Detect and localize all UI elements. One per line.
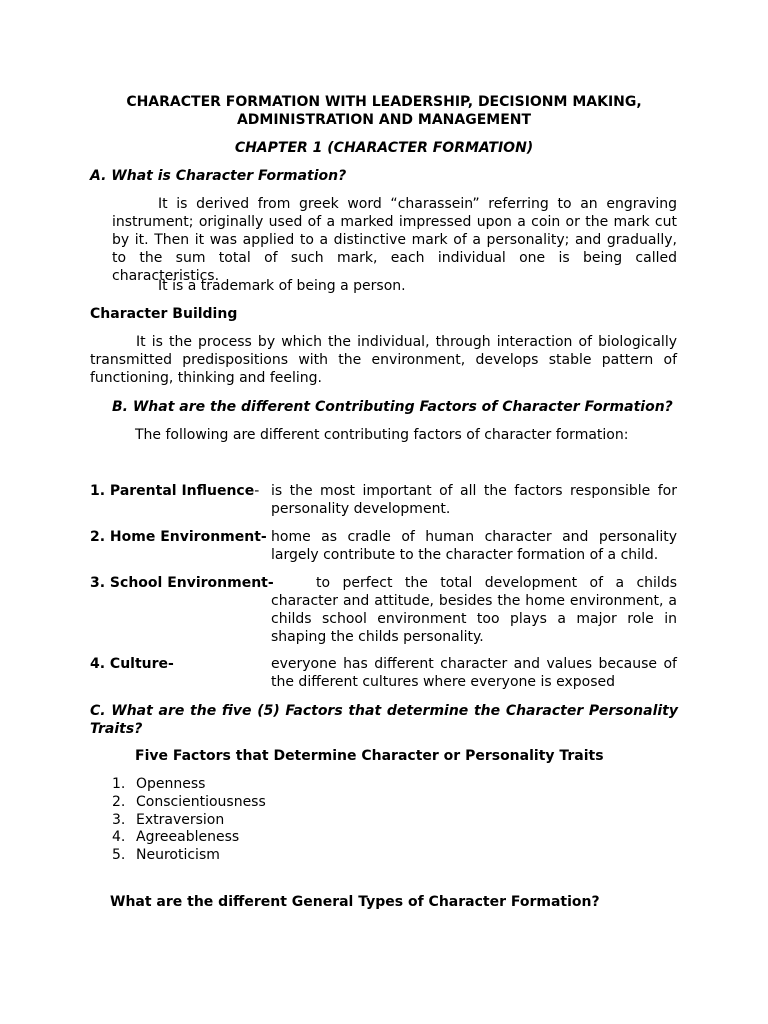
personality-traits-list [112, 775, 266, 864]
list-item [112, 793, 266, 811]
factor-4-label: 4. Culture- [90, 656, 174, 672]
section-c-subheading: Five Factors that Determine Character or Personality Traits [135, 748, 604, 764]
section-a-paragraph-2: It is a trademark of being a person. [158, 278, 406, 294]
section-c-heading: C. What are the five (5) Factors that determine the Character Personality Traits? [90, 703, 678, 737]
list-item-number: 5. [112, 847, 126, 864]
list-item [112, 775, 266, 793]
document-title-line-1: CHARACTER FORMATION WITH LEADERSHIP, DECISIONM MAKING, [126, 94, 642, 110]
section-b-heading: B. What are the different Contributing Factors of Character Formation? [112, 399, 673, 415]
section-b-intro: The following are different contributing factors of character formation: [135, 427, 629, 443]
factor-1-label [90, 482, 259, 500]
factor-1-label-text: 1. Parental Influence [90, 483, 255, 499]
list-item-text: Agreeableness [136, 829, 240, 846]
factor-1-label-dash: - [254, 483, 260, 499]
section-a-heading: A. What is Character Formation? [90, 168, 347, 184]
list-item-number: 1. [112, 776, 126, 792]
list-item-text: Openness [136, 776, 206, 792]
character-building-paragraph: It is the process by which the individual, through interaction of biologically transmitted predispositions with the environment, develops stable pattern of functioning, thinking and feeling. [90, 334, 677, 386]
list-item-number: 3. [112, 811, 126, 828]
list-item-text: Neuroticism [136, 847, 220, 864]
factor-3-description: to perfect the total development of a childs character and attitude, besides the home environment, a childs school environment too plays a major role in shaping the childs personality. [271, 575, 677, 645]
list-item-number: 4. [112, 829, 126, 846]
factor-4-description: everyone has different character and values because of the different cultures where everyone is exposed [271, 656, 677, 690]
factor-1-description: is the most important of all the factors responsible for personality development. [271, 483, 677, 517]
factor-2-label: 2. Home Environment- [90, 529, 267, 545]
list-item [112, 846, 266, 864]
list-item-text: Extraversion [136, 811, 225, 828]
character-building-heading: Character Building [90, 306, 238, 322]
document-title-line-2: ADMINISTRATION AND MANAGEMENT [236, 112, 532, 128]
factor-2-description: home as cradle of human character and personality largely contribute to the character formation of a child. [271, 529, 677, 563]
list-item [112, 828, 266, 846]
list-item-text: Conscientiousness [136, 793, 266, 810]
general-types-question: What are the different General Types of Character Formation? [110, 894, 600, 910]
section-a-paragraph-1: It is derived from greek word “charassein” referring to an engraving instrument; originally used of a marked impressed upon a coin or the mark cut by it. Then it was applied to a distinctive mark of a personality; and gradually, to the sum total of such mark, each individual one is being called characteristics. [112, 196, 677, 284]
chapter-heading: CHAPTER 1 (CHARACTER FORMATION) [234, 140, 534, 156]
list-item [112, 811, 266, 829]
factor-3-label: 3. School Environment- [90, 575, 274, 591]
list-item-number: 2. [112, 793, 126, 810]
